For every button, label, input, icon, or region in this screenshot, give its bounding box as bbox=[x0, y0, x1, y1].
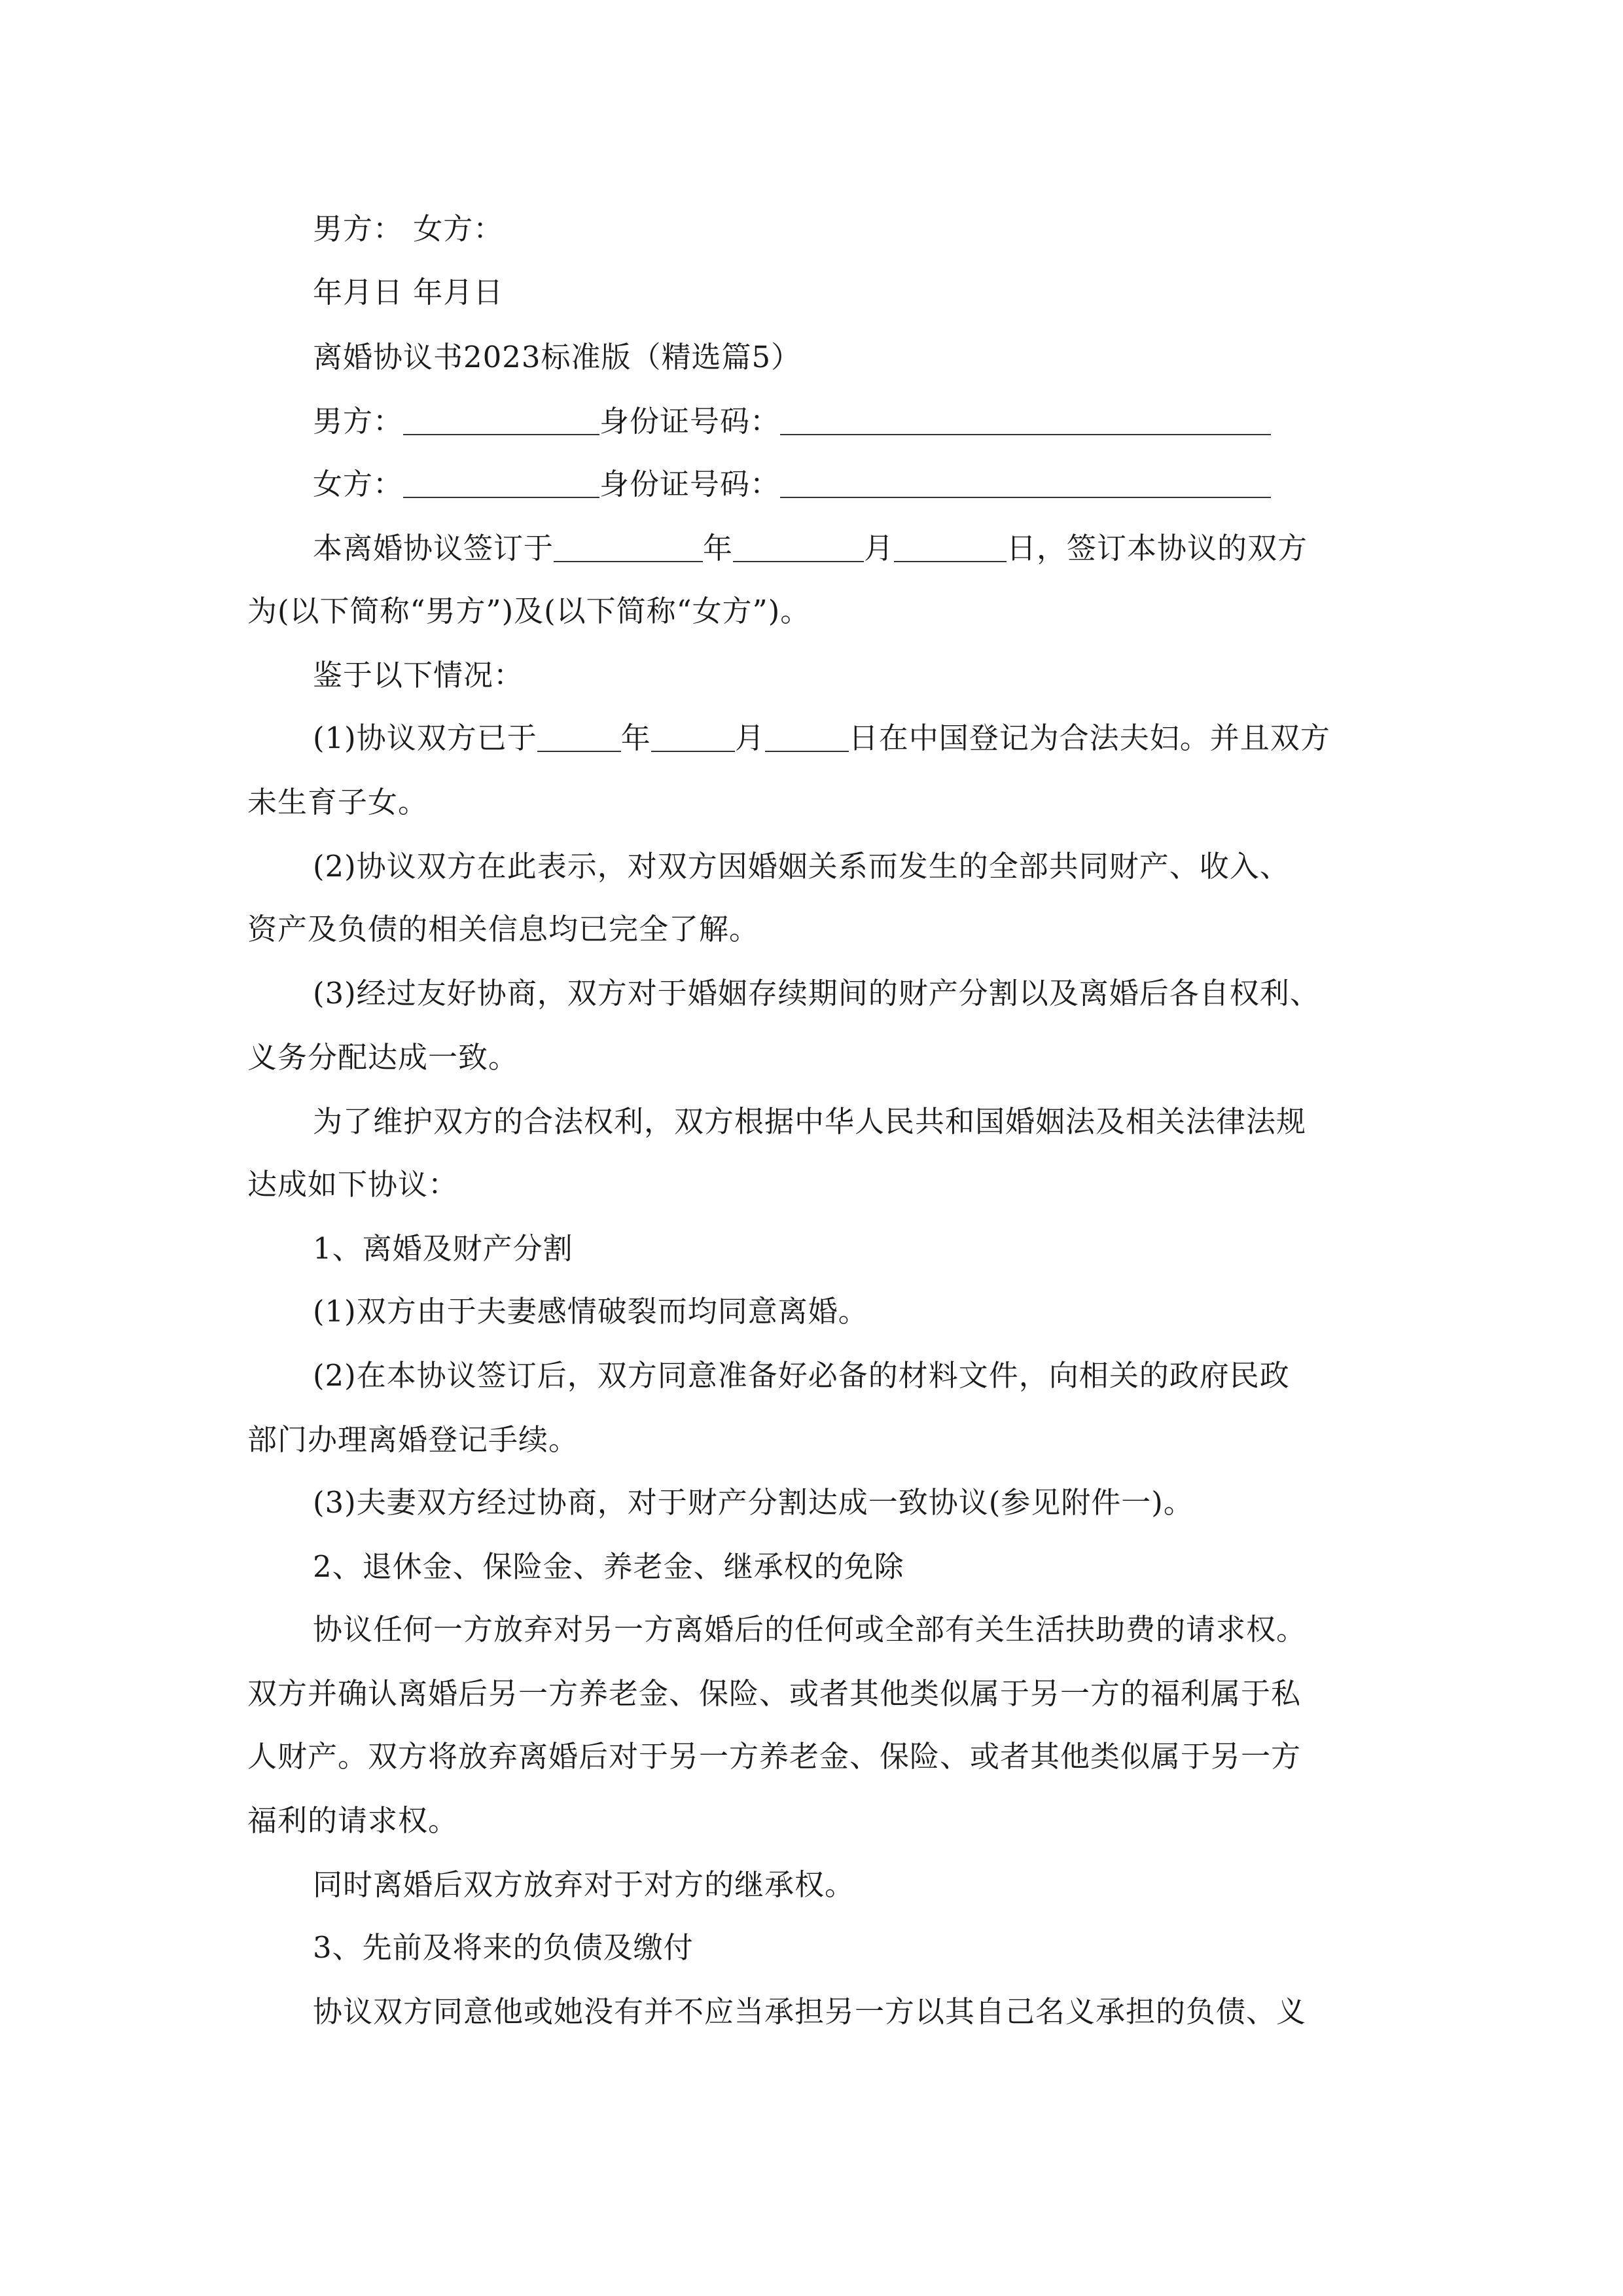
female-id-label: 身份证号码： bbox=[599, 467, 781, 501]
signing-month-blank bbox=[733, 535, 864, 562]
male-id-blank bbox=[780, 408, 1271, 435]
section2-p2: 同时离婚后双方放弃对于对方的继承权。 bbox=[313, 1867, 855, 1902]
section2-p1-line4: 福利的请求权。 bbox=[247, 1803, 459, 1838]
item1-day-blank bbox=[765, 725, 849, 752]
section1-p2-line1: (2)在本协议签订后，双方同意准备好必备的材料文件，向相关的政府民政 bbox=[313, 1358, 1290, 1393]
document-heading: 离婚协议书2023标准版（精选篇5） bbox=[313, 340, 802, 374]
signing-year-label: 年 bbox=[703, 531, 734, 565]
item3-line2: 义务分配达成一致。 bbox=[247, 1040, 519, 1075]
signature-parties: 男方： 女方： bbox=[313, 211, 504, 246]
item1-suffix: 日在中国登记为合法夫妇。并且双方 bbox=[848, 721, 1330, 755]
section3-p1-line1: 协议双方同意他或她没有并不应当承担另一方以其自己名义承担的负债、义 bbox=[313, 1994, 1307, 2029]
signing-day-blank bbox=[894, 535, 1007, 562]
signature-dates: 年月日 年月日 bbox=[313, 275, 504, 310]
item1-month-blank bbox=[651, 725, 735, 752]
section2-p1-line2: 双方并确认离婚后另一方养老金、保险、或者其他类似属于另一方的福利属于私 bbox=[247, 1676, 1302, 1711]
item1-year-blank bbox=[537, 725, 621, 752]
male-label: 男方： bbox=[313, 404, 404, 439]
purpose-line2: 达成如下协议： bbox=[247, 1167, 459, 1202]
signing-year-blank bbox=[554, 535, 703, 562]
item1-line2: 未生育子女。 bbox=[247, 785, 429, 819]
item1-year-label: 年 bbox=[620, 721, 651, 755]
female-name-blank bbox=[403, 471, 599, 498]
signing-month-label: 月 bbox=[864, 531, 895, 565]
section1-title: 1、离婚及财产分割 bbox=[313, 1231, 573, 1266]
signing-day-suffix: 日，签订本协议的双方 bbox=[1007, 531, 1308, 565]
item3-line1: (3)经过友好协商，双方对于婚姻存续期间的财产分割以及离婚后各自权利、 bbox=[313, 976, 1320, 1011]
signing-date-line bbox=[313, 529, 1308, 568]
section2-title: 2、退休金、保险金、养老金、继承权的免除 bbox=[313, 1549, 904, 1584]
section2-p1-line1: 协议任何一方放弃对另一方离婚后的任何或全部有关生活扶助费的请求权。 bbox=[313, 1612, 1307, 1647]
purpose-line1: 为了维护双方的合法权利，双方根据中华人民共和国婚姻法及相关法律法规 bbox=[313, 1104, 1307, 1139]
item1-line1 bbox=[313, 719, 1330, 758]
female-id-blank bbox=[780, 471, 1271, 498]
whereas-heading: 鉴于以下情况： bbox=[313, 658, 524, 692]
item2-line1: (2)协议双方在此表示，对双方因婚姻关系而发生的全部共同财产、收入、 bbox=[313, 849, 1290, 884]
section2-p1-line3: 人财产。双方将放弃离婚后对于另一方养老金、保险、或者其他类似属于另一方 bbox=[247, 1739, 1302, 1774]
section1-p2-line2: 部门办理离婚登记手续。 bbox=[247, 1422, 579, 1457]
male-party-field bbox=[313, 402, 1271, 441]
signing-parties-line: 为(以下简称“男方”)及(以下简称“女方”)。 bbox=[247, 594, 811, 628]
section3-title: 3、先前及将来的负债及缴付 bbox=[313, 1930, 694, 1965]
section1-p3: (3)夫妻双方经过协商，对于财产分割达成一致协议(参见附件一)。 bbox=[313, 1485, 1194, 1520]
female-party-field bbox=[313, 465, 1271, 504]
item1-prefix: (1)协议双方已于 bbox=[313, 721, 537, 755]
female-label: 女方： bbox=[313, 467, 404, 501]
male-name-blank bbox=[403, 408, 599, 435]
section1-p1: (1)双方由于夫妻感情破裂而均同意离婚。 bbox=[313, 1294, 868, 1329]
signing-prefix: 本离婚协议签订于 bbox=[313, 531, 554, 565]
item1-month-label: 月 bbox=[734, 721, 765, 755]
item2-line2: 资产及负债的相关信息均已完全了解。 bbox=[247, 912, 760, 946]
male-id-label: 身份证号码： bbox=[599, 404, 781, 439]
